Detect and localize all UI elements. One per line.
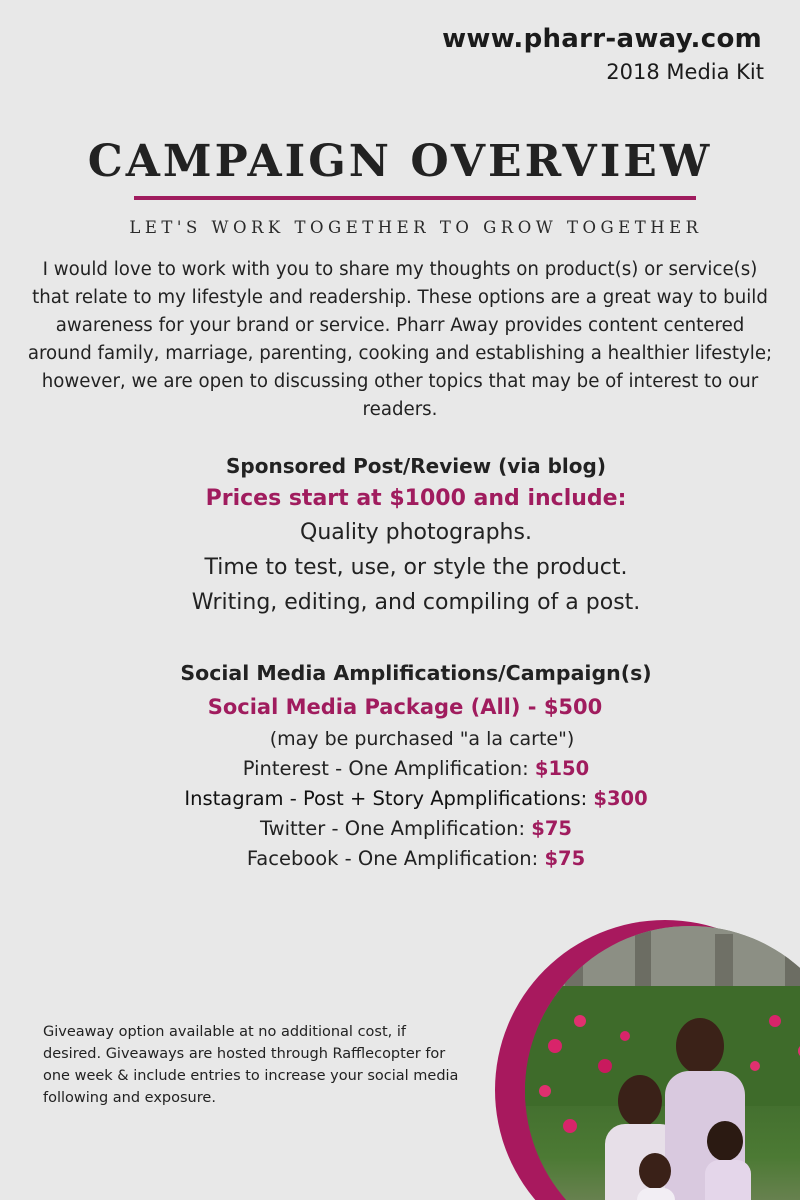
instagram-label: Instagram - Post + Story Apmplifications: — [184, 787, 594, 810]
pinterest-label: Pinterest - One Amplification: — [242, 757, 535, 780]
site-url: www.pharr-away.com — [442, 24, 762, 54]
a-la-carte-note: (may be purchased "a la carte") — [269, 728, 575, 750]
instagram-line — [0, 787, 800, 810]
social-package: Social Media Package (All) - $500 — [207, 695, 603, 719]
social-heading: Social Media Amplifications/Campaign(s) — [180, 661, 652, 685]
sponsored-heading: Sponsored Post/Review (via blog) — [226, 454, 606, 478]
twitter-price: $75 — [531, 817, 573, 840]
title-underline — [134, 196, 696, 200]
sponsored-prices: Prices start at $1000 and include: — [205, 486, 627, 511]
twitter-line — [0, 817, 800, 840]
giveaway-note: Giveaway option available at no additional cost, if desired. Giveaways are hosted through Rafflecopter for one week & include entries to increase your social media following and exposure. — [43, 1024, 459, 1106]
page-title: CAMPAIGN OVERVIEW — [87, 136, 713, 187]
facebook-label: Facebook - One Amplification: — [246, 847, 545, 870]
sponsored-include-item: Writing, editing, and compiling of a post. — [191, 590, 641, 615]
sponsored-include-item: Quality photographs. — [300, 520, 532, 545]
twitter-label: Twitter - One Amplification: — [259, 817, 532, 840]
family-photo — [495, 920, 800, 1200]
instagram-price: $300 — [593, 787, 648, 810]
tagline: LET'S WORK TOGETHER TO GROW TOGETHER — [129, 218, 703, 237]
pinterest-line — [0, 757, 800, 780]
pinterest-price: $150 — [534, 757, 590, 780]
intro-paragraph: I would love to work with you to share my thoughts on product(s) or service(s) that relate to my lifestyle and readership. These options are a great way to build awareness for your brand or service. Pharr Away provides content centered around family, marriage, parenting, cooking and establishing a healthier lifestyle; however, we are open to discussing other topics that may be of interest to our readers. — [27, 259, 773, 420]
facebook-line — [0, 847, 800, 870]
sponsored-include-item: Time to test, use, or style the product. — [204, 555, 628, 580]
facebook-price: $75 — [544, 847, 586, 870]
media-kit-label: 2018 Media Kit — [606, 60, 764, 84]
